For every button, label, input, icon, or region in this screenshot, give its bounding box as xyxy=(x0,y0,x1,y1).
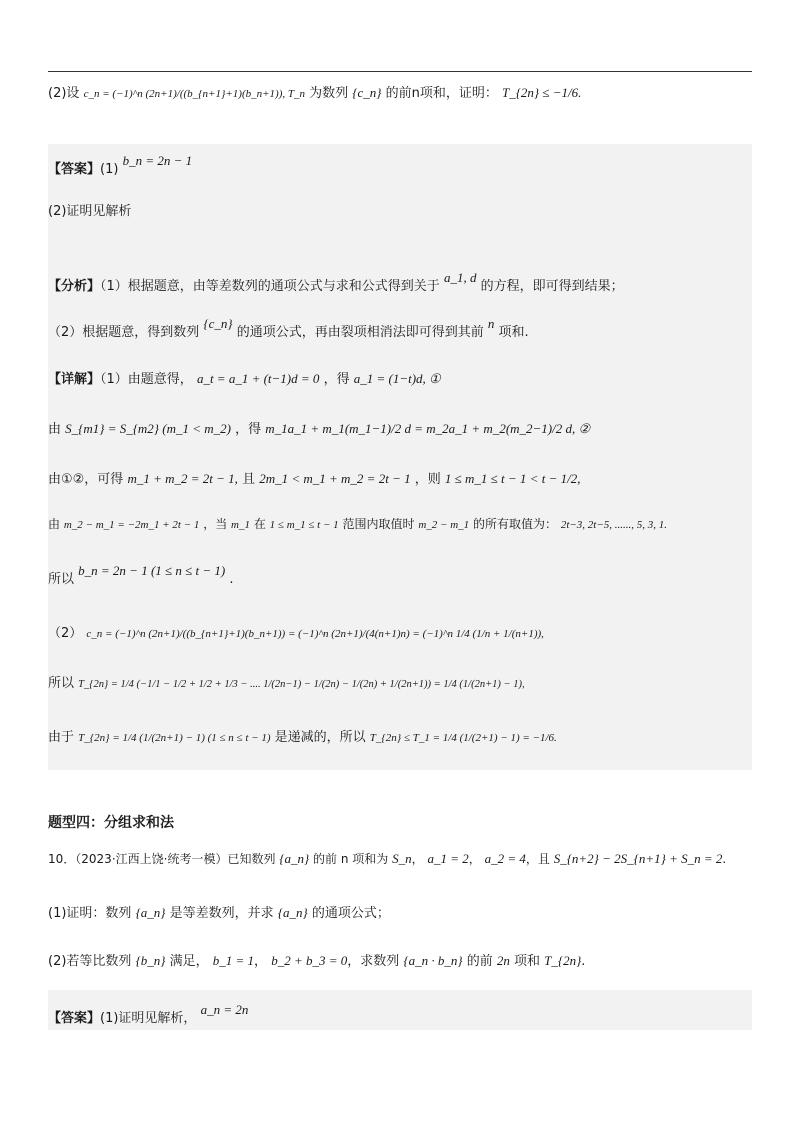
analysis-line-2: （2）根据题意，得到数列 {c_n} 的通项公式，再由裂项相消法即可得到其前 n 项和. xyxy=(48,316,529,340)
q10-stem: 10．（2023·江西上饶·统考一模）已知数列 {a_n} 的前 n 项和为 S_n， a_1 = 2， a_2 = 4，且 S_{n+2} − 2S_{n+1} + S_n = 2. xyxy=(48,851,727,866)
top-rule xyxy=(48,71,752,72)
answer-line-1: 【答案】(1) b_n = 2n − 1 xyxy=(48,153,193,177)
detail-line-3: 由①②，可得 m_1 + m_2 = 2t − 1, 且 2m_1 < m_1 + m_2 = 2t − 1 ，则 1 ≤ m_1 ≤ t − 1 < t − 1/2, xyxy=(48,471,581,487)
detail-line-6: （2） c_n = (−1)^n (2n+1)/((b_{n+1}+1)(b_n+1)) = (−1)^n (2n+1)/(4(n+1)n) = (−1)^n 1/4 (1/n + 1/(n+1)), xyxy=(48,626,544,641)
answer-line-2: (2)证明见解析 xyxy=(48,204,132,219)
detail-line-5: 所以 b_n = 2n − 1 (1 ≤ n ≤ t − 1) . xyxy=(48,563,234,587)
answer2-line: 【答案】(1)证明见解析， a_n = 2n xyxy=(48,1002,249,1026)
detail-line-2: 由 S_{m1} = S_{m2} (m_1 < m_2) ，得 m_1a_1 + m_1(m_1−1)/2 d = m_2a_1 + m_2(m_2−1)/2 d, ② xyxy=(48,421,591,437)
section-title: 题型四：分组求和法 xyxy=(48,815,174,831)
formula-cn: c_n = (−1)^n (2n+1)/((b_{n+1}+1)(b_n+1)), T_n xyxy=(83,88,305,100)
claim-formula: T_{2n} ≤ −1/6. xyxy=(501,85,582,100)
q10-part1: (1)证明：数列 {a_n} 是等差数列，并求 {a_n} 的通项公式； xyxy=(48,905,390,921)
detail-line-1: 【详解】（1）由题意得， a_t = a_1 + (t−1)d = 0 ，得 a_1 = (1−t)d, ① xyxy=(48,371,441,387)
analysis-line-1: 【分析】（1）根据题意，由等差数列的通项公式与求和公式得到关于 a_1, d 的方程，即可得到结果； xyxy=(48,270,624,294)
detail-line-7: 所以 T_{2n} = 1/4 (−1/1 − 1/2 + 1/2 + 1/3 − .... 1/(2n−1) − 1/(2n) − 1/(2n) + 1/(2n+1)) = 1/4 (1/(2n+1) − 1), xyxy=(48,676,525,691)
q10-part2: (2)若等比数列 {b_n} 满足， b_1 = 1， b_2 + b_3 = 0，求数列 {a_n · b_n} 的前 2n 项和 T_{2n}. xyxy=(48,953,586,969)
question-part2: (2)设 c_n = (−1)^n (2n+1)/((b_{n+1}+1)(b_n+1)), T_n 为数列 {c_n} 的前n项和，证明： T_{2n} ≤ −1/6. xyxy=(48,85,582,101)
detail-line-4: 由 m_2 − m_1 = −2m_1 + 2t − 1 ，当 m_1 在 1 ≤ m_1 ≤ t − 1 范围内取值时 m_2 − m_1 的所有取值为： 2t−3, 2t−5, ......, 5, 3, 1. xyxy=(48,517,668,531)
detail-line-8: 由于 T_{2n} = 1/4 (1/(2n+1) − 1) (1 ≤ n ≤ t − 1) 是递减的，所以 T_{2n} ≤ T_1 = 1/4 (1/(2+1) − 1) = −1/6. xyxy=(48,730,557,745)
